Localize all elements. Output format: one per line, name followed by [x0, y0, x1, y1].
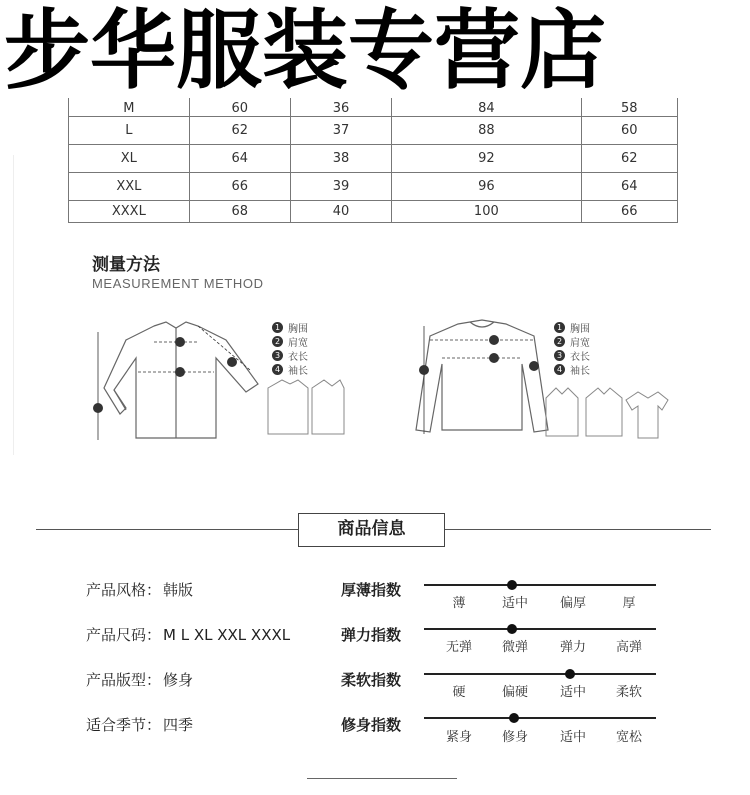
fit-option: 宽松	[615, 730, 642, 745]
size-value-cell: 66	[189, 172, 290, 200]
legend-item: 3 衣长	[554, 348, 590, 362]
size-value-cell: 68	[189, 200, 290, 222]
sweater-legend	[554, 320, 590, 376]
legend-item: 4 袖长	[272, 362, 308, 376]
measurement-title: 测量方法	[92, 255, 160, 275]
softness-option: 硬	[452, 685, 466, 700]
elasticity-option: 弹力	[559, 640, 586, 655]
size-value-cell: 40	[290, 200, 391, 222]
size-label-cell: M	[69, 98, 190, 116]
shirt-legend	[272, 320, 308, 376]
size-value-cell: 38	[290, 144, 391, 172]
number-badge-icon: 2	[554, 336, 565, 347]
size-value-cell: 60	[581, 116, 677, 144]
number-badge-icon: 2	[272, 336, 283, 347]
thickness-scale-marker	[507, 580, 517, 590]
size-table	[68, 98, 678, 223]
size-label-cell: XXXL	[69, 200, 190, 222]
thickness-option: 偏厚	[559, 596, 586, 611]
size-value-cell: 37	[290, 116, 391, 144]
fit-scale-marker	[509, 713, 519, 723]
bottom-divider	[307, 778, 457, 779]
size-value-cell: 92	[392, 144, 581, 172]
legend-item: 1 胸围	[554, 320, 590, 334]
size-value-cell: 60	[189, 98, 290, 116]
size-value-cell: 64	[189, 144, 290, 172]
legend-item: 3 衣长	[272, 348, 308, 362]
fit-scale-label: 修身指数	[341, 716, 402, 734]
size-table-row	[69, 98, 678, 116]
attribute-size: 产品尺码： M L XL XXL XXXL	[86, 626, 291, 644]
elasticity-option: 微弹	[501, 640, 528, 655]
size-value-cell: 39	[290, 172, 391, 200]
elasticity-scale-track	[424, 628, 656, 630]
size-table-row	[69, 116, 678, 144]
size-table-row	[69, 172, 678, 200]
softness-scale-marker	[565, 669, 575, 679]
info-divider-right	[445, 529, 711, 530]
fit-scale-track	[424, 717, 656, 719]
number-badge-icon: 1	[272, 322, 283, 333]
shop-title: 步华服装专营店	[4, 0, 606, 101]
legend-item: 2 肩宽	[272, 334, 308, 348]
elasticity-scale-label: 弹力指数	[341, 626, 402, 644]
fit-option: 适中	[559, 730, 586, 745]
size-table-row	[69, 200, 678, 222]
thickness-option: 适中	[501, 596, 528, 611]
size-value-cell: 66	[581, 200, 677, 222]
thickness-option: 厚	[622, 596, 636, 611]
number-badge-icon: 3	[554, 350, 565, 361]
softness-option: 柔软	[615, 685, 642, 700]
size-value-cell: 96	[392, 172, 581, 200]
size-value-cell: 100	[392, 200, 581, 222]
softness-scale-track	[424, 673, 656, 675]
elasticity-option: 无弹	[445, 640, 472, 655]
thickness-scale-label: 厚薄指数	[341, 581, 402, 599]
size-value-cell: 88	[392, 116, 581, 144]
softness-scale-label: 柔软指数	[341, 671, 402, 689]
size-table-row	[69, 144, 678, 172]
attribute-style: 产品风格： 韩版	[86, 581, 194, 599]
size-label-cell: XL	[69, 144, 190, 172]
size-value-cell: 62	[189, 116, 290, 144]
size-value-cell: 84	[392, 98, 581, 116]
size-label-cell: L	[69, 116, 190, 144]
attribute-season: 适合季节： 四季	[86, 716, 194, 734]
size-value-cell: 64	[581, 172, 677, 200]
thickness-option: 薄	[452, 596, 466, 611]
softness-option: 偏硬	[501, 685, 528, 700]
elasticity-option: 高弹	[615, 640, 642, 655]
info-divider-left	[36, 529, 298, 530]
legend-item: 2 肩宽	[554, 334, 590, 348]
size-label-cell: XXL	[69, 172, 190, 200]
elasticity-scale-marker	[507, 624, 517, 634]
number-badge-icon: 1	[554, 322, 565, 333]
size-value-cell: 62	[581, 144, 677, 172]
number-badge-icon: 3	[272, 350, 283, 361]
number-badge-icon: 4	[554, 364, 565, 375]
softness-option: 适中	[559, 685, 586, 700]
number-badge-icon: 4	[272, 364, 283, 375]
size-value-cell: 58	[581, 98, 677, 116]
measurement-subtitle: MEASUREMENT METHOD	[92, 276, 264, 291]
thickness-scale-track	[424, 584, 656, 586]
product-info-header: 商品信息	[298, 513, 445, 547]
sweater-measurement-illustration	[412, 318, 672, 448]
attribute-fit: 产品版型： 修身	[86, 671, 194, 689]
left-edge-divider	[0, 155, 14, 455]
size-value-cell: 36	[290, 98, 391, 116]
fit-option: 修身	[501, 730, 528, 745]
legend-item: 1 胸围	[272, 320, 308, 334]
fit-option: 紧身	[445, 730, 472, 745]
legend-item: 4 袖长	[554, 362, 590, 376]
